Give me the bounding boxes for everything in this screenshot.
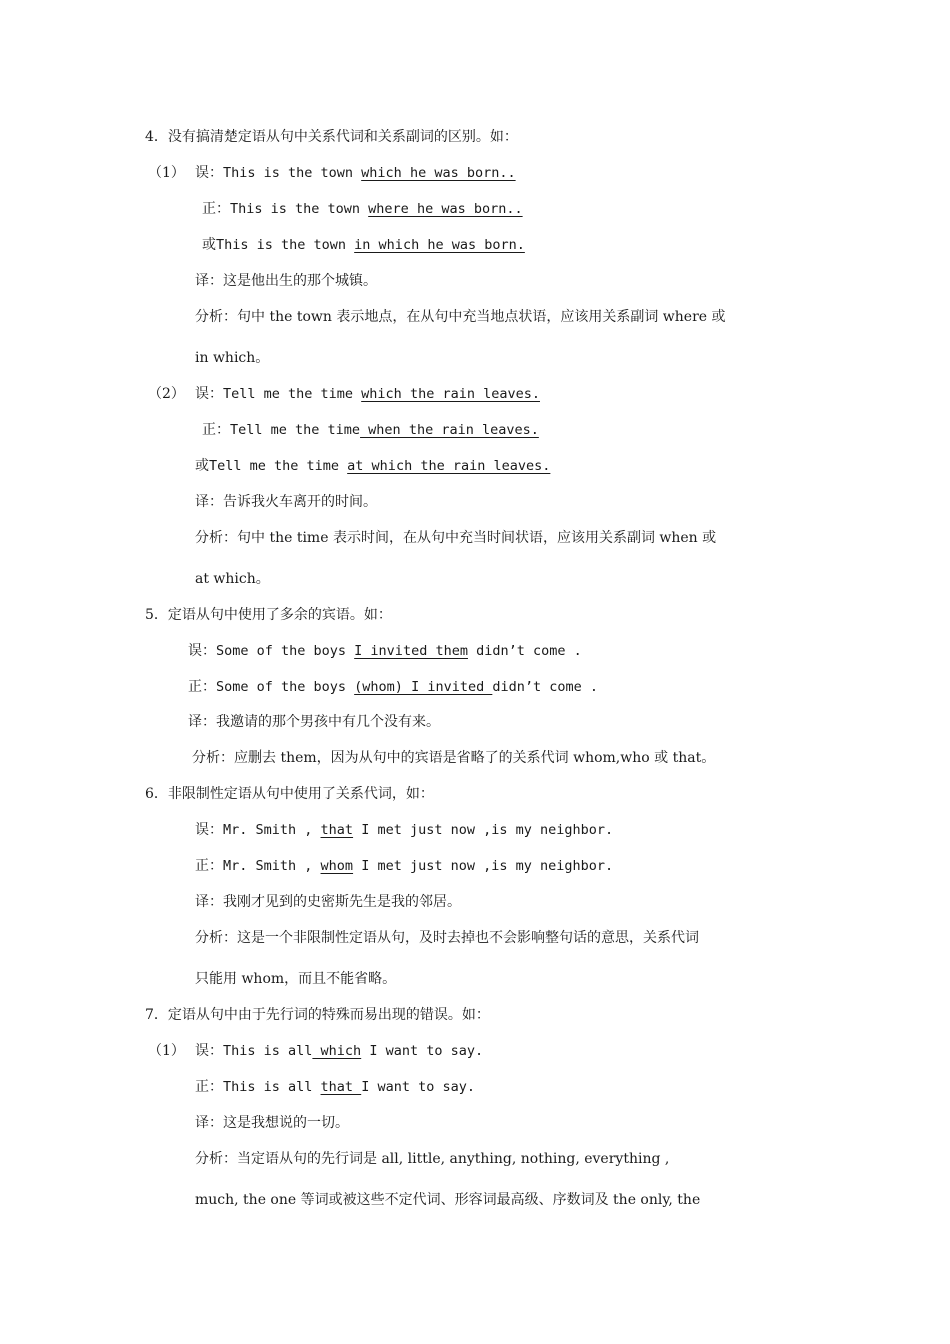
underlined-clause: which bbox=[312, 1043, 362, 1059]
case-number-2: （2） bbox=[148, 386, 185, 402]
heading-6: 6．非限制性定语从句中使用了关系代词，如： bbox=[145, 786, 434, 802]
wrong-example: 误：Some of the boys I invited them didn’t come . bbox=[188, 643, 582, 659]
translation: 译：我邀请的那个男孩中有几个没有来。 bbox=[188, 714, 440, 730]
underlined-clause: which the rain leaves. bbox=[361, 386, 540, 402]
heading-5: 5．定语从句中使用了多余的宾语。如： bbox=[145, 607, 392, 623]
analysis: 分析：当定语从句的先行词是 all, little, anything, nothing, everything , bbox=[195, 1151, 670, 1167]
analysis-continued: 只能用 whom，而且不能省略。 bbox=[195, 971, 397, 987]
underlined-clause: at which the rain leaves. bbox=[347, 458, 551, 474]
underlined-clause: in which he was born. bbox=[354, 237, 525, 253]
translation: 译：我刚才见到的史密斯先生是我的邻居。 bbox=[195, 894, 461, 910]
wrong-example: 误：This is the town which he was born.. bbox=[195, 165, 516, 181]
analysis: 分析：这是一个非限制性定语从句，及时去掉也不会影响整句话的意思，关系代词 bbox=[195, 930, 699, 946]
underlined-clause: where he was born.. bbox=[368, 201, 523, 217]
translation: 译：这是他出生的那个城镇。 bbox=[195, 273, 377, 289]
analysis: 分析：应删去 them，因为从句中的宾语是省略了的关系代词 whom,who 或 that。 bbox=[192, 750, 716, 766]
underlined-clause: whom bbox=[320, 858, 354, 874]
analysis-continued: in which。 bbox=[195, 350, 270, 366]
underlined-clause: that bbox=[320, 1079, 362, 1095]
translation: 译：告诉我火车离开的时间。 bbox=[195, 494, 377, 510]
heading-7: 7．定语从句中由于先行词的特殊而易出现的错误。如： bbox=[145, 1007, 490, 1023]
underlined-clause: (whom) I invited bbox=[354, 679, 493, 695]
case-number-1: （1） bbox=[148, 165, 185, 181]
alternative-example: 或Tell me the time at which the rain leaves. bbox=[195, 458, 551, 474]
underlined-clause: I invited them bbox=[354, 643, 468, 659]
alternative-example: 或This is the town in which he was born. bbox=[202, 237, 525, 253]
wrong-example: 误：Mr. Smith , that I met just now ,is my neighbor. bbox=[195, 822, 614, 838]
correct-example: 正：This is all that I want to say. bbox=[195, 1079, 475, 1095]
underlined-clause: when the rain leaves. bbox=[360, 422, 539, 438]
analysis: 分析：句中 the time 表示时间，在从句中充当时间状语，应该用关系副词 when 或 bbox=[195, 530, 717, 546]
correct-example: 正：Mr. Smith , whom I met just now ,is my neighbor. bbox=[195, 858, 614, 874]
underlined-clause: which he was born.. bbox=[361, 165, 516, 181]
wrong-example: 误：This is all which I want to say. bbox=[195, 1043, 484, 1059]
wrong-example: 误：Tell me the time which the rain leaves. bbox=[195, 386, 540, 402]
correct-example: 正：Tell me the time when the rain leaves. bbox=[202, 422, 539, 438]
underlined-clause: that bbox=[320, 822, 354, 838]
analysis: 分析：句中 the town 表示地点，在从句中充当地点状语，应该用关系副词 where 或 bbox=[195, 309, 726, 325]
correct-example: 正：This is the town where he was born.. bbox=[202, 201, 523, 217]
case-number-1: （1） bbox=[148, 1043, 185, 1059]
analysis-continued: much, the one 等词或被这些不定代词、形容词最高级、序数词及 the only, the bbox=[195, 1192, 701, 1208]
translation: 译：这是我想说的一切。 bbox=[195, 1115, 349, 1131]
heading-4: 4．没有搞清楚定语从句中关系代词和关系副词的区别。如： bbox=[145, 129, 518, 145]
analysis-continued: at which。 bbox=[195, 571, 270, 587]
correct-example: 正：Some of the boys (whom) I invited didn’t come . bbox=[188, 679, 599, 695]
